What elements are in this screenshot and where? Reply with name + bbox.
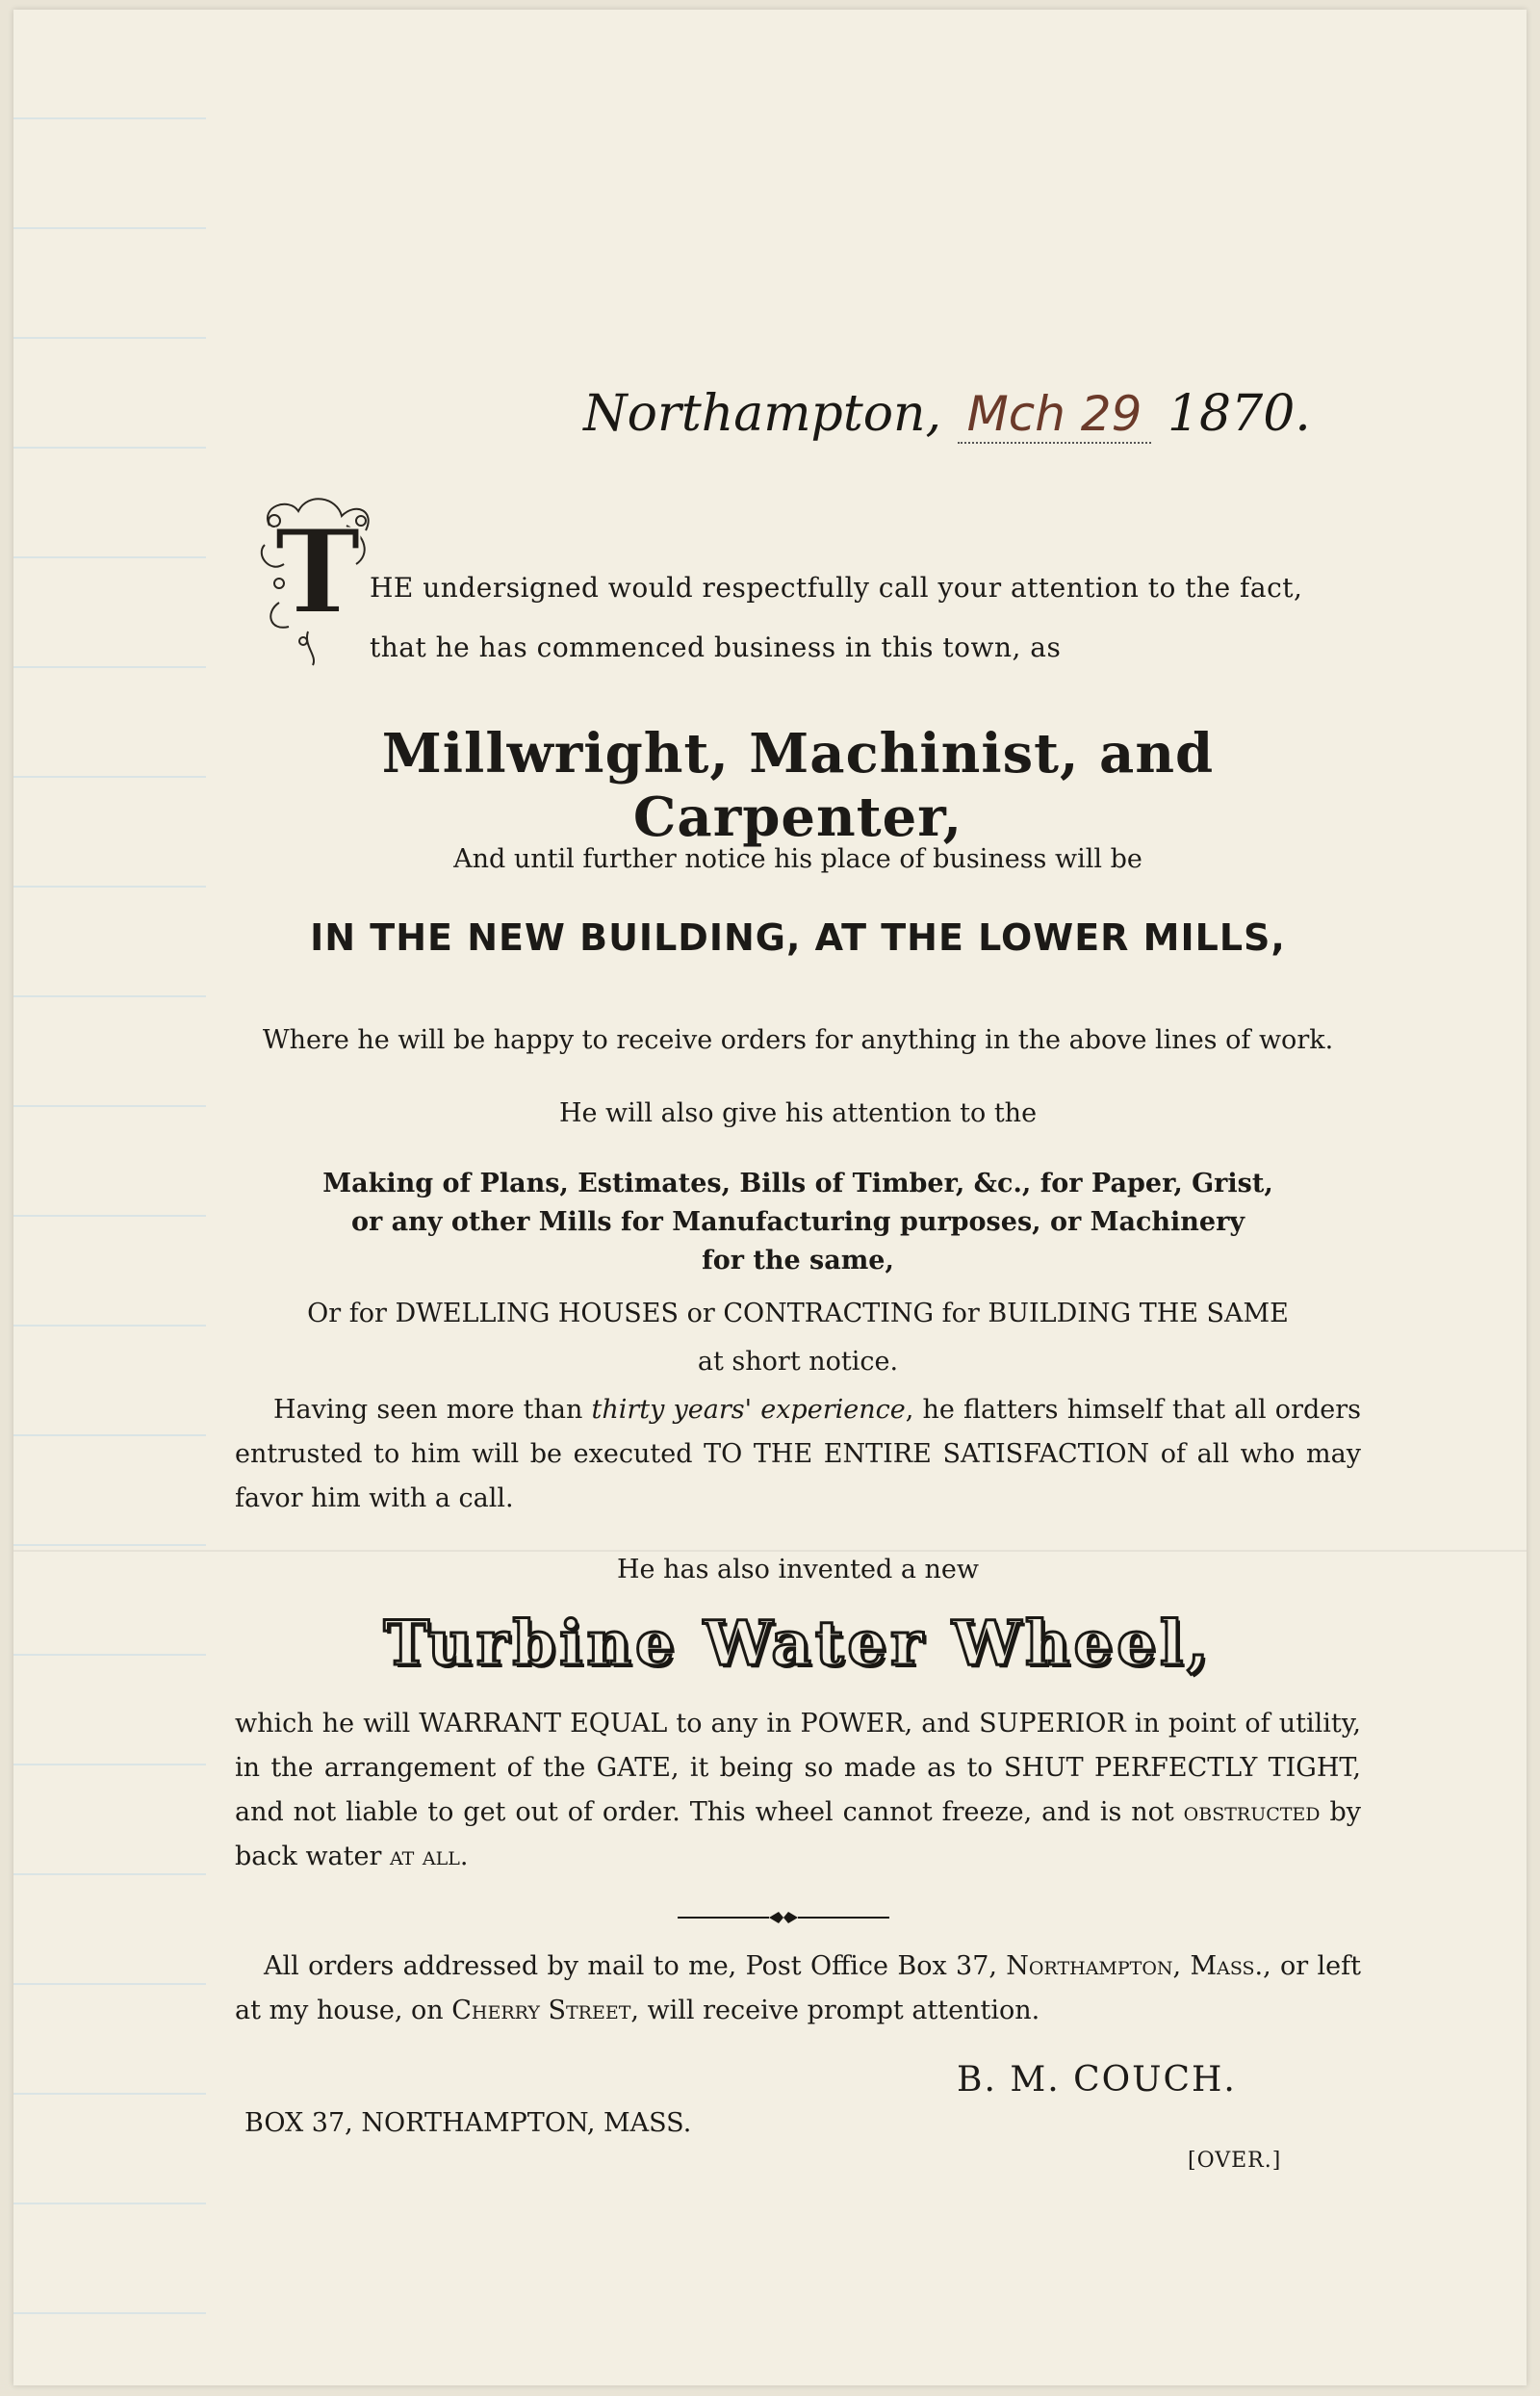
mail-text-2: , or left at my house, on <box>235 1951 1361 2025</box>
intro-line-1: HE undersigned would respectfully call your attention to the fact, <box>370 572 1303 604</box>
warranty-smallcaps-1: obstructed <box>1183 1797 1321 1827</box>
over-note: [OVER.] <box>1188 2149 1282 2173</box>
services-line-1: Making of Plans, Estimates, Bills of Timber, &c., for Paper, Grist, <box>322 1169 1273 1198</box>
dateline <box>533 385 1361 443</box>
invented-line: He has also invented a new <box>617 1555 979 1584</box>
mail-smallcaps-2: Cherry Street <box>451 1996 631 2025</box>
dwelling-block <box>235 1290 1361 1386</box>
experience-text-2: , he flatters himself that all orders entrusted to him will be executed TO THE ENTIRE SATISFACTION of all who may favor him with a call. <box>235 1395 1361 1513</box>
orders-line: Where he will be happy to receive orders for anything in the above lines of work. <box>262 1025 1334 1055</box>
attention-line: He will also give his attention to the <box>558 1098 1038 1128</box>
services-line-5: at short notice. <box>697 1347 899 1377</box>
mail-smallcaps-1: Northampton, Mass. <box>1006 1951 1264 1981</box>
initial-letter: T <box>274 504 361 640</box>
services-line-3: for the same, <box>702 1246 894 1275</box>
warranty-paragraph <box>235 1702 1361 1879</box>
warranty-smallcaps-2: at all <box>389 1842 460 1871</box>
services-line-4: Or for DWELLING HOUSES or CONTRACTING for BUILDING THE SAME <box>307 1299 1289 1328</box>
services-block <box>235 1165 1361 1280</box>
location-headline: IN THE NEW BUILDING, AT THE LOWER MILLS, <box>310 916 1286 959</box>
warranty-text-2: by back water <box>235 1797 1361 1871</box>
trades-heading: Millwright, Machinist, and Carpenter, <box>381 722 1215 849</box>
product-heading: Turbine Water Wheel, <box>383 1608 1213 1680</box>
experience-text-1: Having seen more than <box>273 1395 592 1425</box>
divider-ornament <box>678 1908 889 1927</box>
letter-sheet <box>13 10 1527 2385</box>
services-line-2: or any other Mills for Manufacturing purposes, or Machinery <box>350 1207 1245 1237</box>
year: 1870. <box>1167 385 1311 443</box>
intro-line-2: that he has commenced business in this town, as <box>370 631 1062 663</box>
experience-italic: thirty years' experience <box>591 1395 906 1425</box>
warranty-text-1: which he will WARRANT EQUAL to any in POWER, and SUPERIOR in point of utility, in the arrangement of the GATE, it being so made as to SHUT PERFECTLY TIGHT, and not liable to get out of order. This wheel cannot freeze, and is not <box>235 1709 1361 1827</box>
mail-paragraph <box>235 1945 1361 2033</box>
address-line: BOX 37, NORTHAMPTON, MASS. <box>244 2108 692 2138</box>
ornamental-initial <box>250 487 385 670</box>
mail-text-3: , will receive prompt attention. <box>630 1996 1040 2025</box>
experience-paragraph <box>235 1388 1361 1521</box>
ruled-lines <box>13 10 206 2385</box>
place-name: Northampton, <box>583 385 942 443</box>
mail-text-1: All orders addressed by mail to me, Post Office Box 37, <box>264 1951 1007 1981</box>
warranty-text-3: . <box>459 1842 469 1871</box>
notice-line: And until further notice his place of business will be <box>453 844 1142 874</box>
signature-name: B. M. COUCH. <box>957 2060 1237 2100</box>
handwritten-date: Mch 29 <box>958 386 1152 444</box>
intro-paragraph <box>370 558 1351 678</box>
